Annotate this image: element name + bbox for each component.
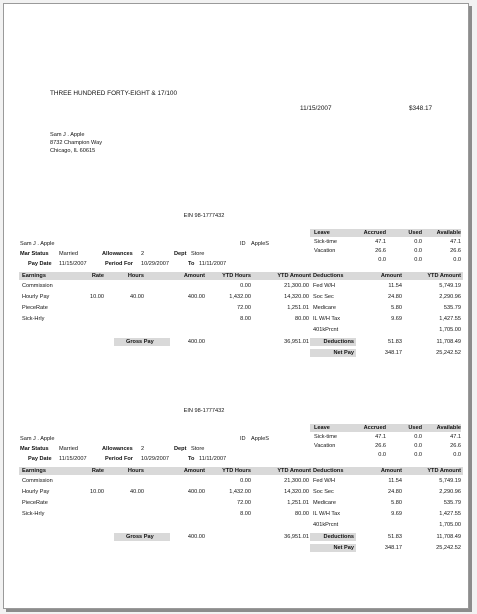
leave-accrued: 26.6 <box>375 248 386 254</box>
deduction-name: IL W/H Tax <box>313 316 341 322</box>
deductions-total-label: Deductions <box>323 339 354 345</box>
deductions-total-label: Deductions <box>323 534 354 540</box>
deduction-name: Soc Sec <box>313 489 334 495</box>
deduction-name: Fed W/H <box>313 283 336 289</box>
earning-ytd-amount: 80.00 <box>295 316 309 322</box>
mar-status-label: Mar Status <box>20 251 49 257</box>
gross-pay-label: Gross Pay <box>126 339 154 345</box>
leave-used: 0.0 <box>414 452 422 458</box>
leave-accrued: 26.6 <box>375 443 386 449</box>
earning-ytd-amount: 1,251.01 <box>287 500 309 506</box>
earning-ytd-hours: 72.00 <box>237 305 251 311</box>
earning-name: Sick-Hrly <box>22 511 45 517</box>
available-header: Available <box>436 230 461 236</box>
deduction-ytd: 2,290.96 <box>439 294 461 300</box>
ded-amount-header: Amount <box>380 273 402 279</box>
earning-ytd-amount: 1,251.01 <box>287 305 309 311</box>
deduction-name: IL W/H Tax <box>313 511 341 517</box>
deductions-total-ytd: 11,708.49 <box>436 339 461 345</box>
earning-name: Commission <box>22 283 53 289</box>
earning-name: Commission <box>22 478 53 484</box>
leave-name: Vacation <box>314 443 336 449</box>
rate-header: Rate <box>91 468 104 474</box>
gross-pay-ytd: 36,951.01 <box>284 339 309 345</box>
dept-label: Dept <box>174 251 187 257</box>
rate-header: Rate <box>91 273 104 279</box>
pay-date-label: Pay Date <box>28 261 52 267</box>
earning-ytd-amount: 14,320.00 <box>284 489 309 495</box>
deduction-amount: 9.69 <box>391 316 402 322</box>
paycheck-page <box>3 3 469 609</box>
leave-header: Leave <box>314 230 330 236</box>
deduction-amount: 24.80 <box>388 489 402 495</box>
earning-ytd-amount: 14,320.00 <box>284 294 309 300</box>
amount-header: Amount <box>183 273 205 279</box>
earning-ytd-hours: 1,432.00 <box>229 294 251 300</box>
ded-ytd-header: YTD Amount <box>427 468 461 474</box>
leave-available: 0.0 <box>453 257 461 263</box>
deduction-ytd: 5,749.19 <box>439 478 461 484</box>
earning-amount: 400.00 <box>187 294 205 300</box>
deductions-total-ytd: 11,708.49 <box>436 534 461 540</box>
leave-accrued: 47.1 <box>375 434 386 440</box>
id-value: AppleS <box>251 241 270 247</box>
earning-rate: 10.00 <box>90 294 104 300</box>
deduction-amount: 24.80 <box>388 294 402 300</box>
id-value: AppleS <box>251 436 270 442</box>
period-label: Period For <box>105 261 133 267</box>
accrued-header: Accrued <box>363 230 386 236</box>
dept-label: Dept <box>174 446 187 452</box>
gross-pay-label: Gross Pay <box>126 534 154 540</box>
net-pay-label: Net Pay <box>333 545 354 551</box>
earning-name: Hourly Pay <box>22 294 50 300</box>
ded-amount-header: Amount <box>380 468 402 474</box>
employee-name: Sam J . Apple <box>20 436 55 442</box>
check-date: 11/15/2007 <box>300 105 332 112</box>
period-to: 11/11/2007 <box>199 261 227 267</box>
ytd-amount-header: YTD Amount <box>277 273 311 279</box>
net-pay: 348.17 <box>384 350 402 356</box>
pay-date-value: 11/15/2007 <box>59 456 87 462</box>
period-to-label: To <box>188 261 195 267</box>
amount-header: Amount <box>183 468 205 474</box>
check-amount: $348.17 <box>409 105 433 112</box>
deduction-ytd: 1,427.55 <box>439 316 461 322</box>
payee-address-line1: 8732 Champion Way <box>50 140 103 146</box>
gross-pay-amount: 400.00 <box>187 534 205 540</box>
earning-ytd-hours: 8.00 <box>240 511 251 517</box>
deduction-name: 401kPrcnt <box>313 327 339 333</box>
earning-ytd-hours: 8.00 <box>240 316 251 322</box>
deduction-ytd: 1,705.00 <box>439 327 461 333</box>
check-amount-words: THREE HUNDRED FORTY-EIGHT & 17/100 <box>50 90 178 97</box>
net-pay-label: Net Pay <box>333 350 354 356</box>
deductions-header: Deductions <box>313 273 344 279</box>
payee-name: Sam J . Apple <box>50 132 85 138</box>
earning-ytd-hours: 1,432.00 <box>229 489 251 495</box>
earning-ytd-amount: 80.00 <box>295 511 309 517</box>
allowances-label: Allowances <box>102 251 133 257</box>
leave-used: 0.0 <box>414 248 422 254</box>
period-label: Period For <box>105 456 133 462</box>
deduction-amount: 5.80 <box>391 305 402 311</box>
mar-status-value: Married <box>59 251 78 257</box>
leave-header: Leave <box>314 425 330 431</box>
period-from: 10/29/2007 <box>141 456 169 462</box>
leave-accrued: 0.0 <box>378 452 386 458</box>
id-label: ID <box>240 241 246 247</box>
dept-value: Store <box>191 251 205 257</box>
pay-date-value: 11/15/2007 <box>59 261 87 267</box>
net-pay: 348.17 <box>384 545 402 551</box>
leave-used: 0.0 <box>414 257 422 263</box>
earning-name: PieceRate <box>22 500 48 506</box>
earning-ytd-hours: 0.00 <box>240 478 251 484</box>
gross-pay-ytd: 36,951.01 <box>284 534 309 540</box>
deduction-amount: 11.54 <box>388 478 402 484</box>
deductions-total: 51.83 <box>388 339 402 345</box>
leave-used: 0.0 <box>414 434 422 440</box>
earning-hours: 40.00 <box>130 294 144 300</box>
leave-accrued: 0.0 <box>378 257 386 263</box>
earning-hours: 40.00 <box>130 489 144 495</box>
used-header: Used <box>408 230 422 236</box>
deductions-header: Deductions <box>313 468 344 474</box>
ded-ytd-header: YTD Amount <box>427 273 461 279</box>
earnings-header: Earnings <box>22 273 46 279</box>
pay-date-label: Pay Date <box>28 456 52 462</box>
deduction-amount: 11.54 <box>388 283 402 289</box>
ein: EIN 98-1777432 <box>183 213 225 219</box>
earning-name: Sick-Hrly <box>22 316 45 322</box>
deduction-ytd: 535.79 <box>443 500 461 506</box>
leave-available: 26.6 <box>450 443 461 449</box>
leave-accrued: 47.1 <box>375 239 386 245</box>
leave-name: Vacation <box>314 248 336 254</box>
accrued-header: Accrued <box>363 425 386 431</box>
leave-name: Sick-time <box>314 434 337 440</box>
gross-pay-amount: 400.00 <box>187 339 205 345</box>
net-pay-ytd: 25,242.52 <box>436 545 461 551</box>
earning-ytd-hours: 0.00 <box>240 283 251 289</box>
earning-amount: 400.00 <box>187 489 205 495</box>
leave-available: 26.6 <box>450 248 461 254</box>
used-header: Used <box>408 425 422 431</box>
period-to: 11/11/2007 <box>199 456 227 462</box>
leave-available: 47.1 <box>450 239 461 245</box>
available-header: Available <box>436 425 461 431</box>
pay-stub-1 <box>4 211 468 371</box>
mar-status-label: Mar Status <box>20 446 49 452</box>
deduction-ytd: 5,749.19 <box>439 283 461 289</box>
deduction-name: Medicare <box>313 500 337 506</box>
payee-address-line2: Chicago, IL 60615 <box>50 148 96 154</box>
deduction-ytd: 535.79 <box>443 305 461 311</box>
period-to-label: To <box>188 456 195 462</box>
earning-name: PieceRate <box>22 305 48 311</box>
earning-rate: 10.00 <box>90 489 104 495</box>
leave-used: 0.0 <box>414 239 422 245</box>
ytd-amount-header: YTD Amount <box>277 468 311 474</box>
earning-ytd-amount: 21,300.00 <box>284 478 309 484</box>
allowances-value: 2 <box>141 251 145 257</box>
earning-ytd-hours: 72.00 <box>237 500 251 506</box>
ytd-hours-header: YTD Hours <box>222 468 251 474</box>
hours-header: Hours <box>127 468 144 474</box>
deduction-amount: 5.80 <box>391 500 402 506</box>
deduction-ytd: 1,427.55 <box>439 511 461 517</box>
leave-used: 0.0 <box>414 443 422 449</box>
employee-name: Sam J . Apple <box>20 241 55 247</box>
deduction-name: Medicare <box>313 305 337 311</box>
earning-ytd-amount: 21,300.00 <box>284 283 309 289</box>
deduction-name: Fed W/H <box>313 478 336 484</box>
deduction-name: Soc Sec <box>313 294 334 300</box>
allowances-value: 2 <box>141 446 145 452</box>
net-pay-ytd: 25,242.52 <box>436 350 461 356</box>
deductions-total: 51.83 <box>388 534 402 540</box>
deduction-ytd: 2,290.96 <box>439 489 461 495</box>
deduction-ytd: 1,705.00 <box>439 522 461 528</box>
period-from: 10/29/2007 <box>141 261 169 267</box>
pay-stub-2 <box>4 406 468 566</box>
leave-name: Sick-time <box>314 239 337 245</box>
deduction-amount: 9.69 <box>391 511 402 517</box>
mar-status-value: Married <box>59 446 78 452</box>
ein: EIN 98-1777432 <box>183 408 225 414</box>
leave-available: 47.1 <box>450 434 461 440</box>
deduction-name: 401kPrcnt <box>313 522 339 528</box>
allowances-label: Allowances <box>102 446 133 452</box>
leave-available: 0.0 <box>453 452 461 458</box>
earnings-header: Earnings <box>22 468 46 474</box>
earning-name: Hourly Pay <box>22 489 50 495</box>
ytd-hours-header: YTD Hours <box>222 273 251 279</box>
dept-value: Store <box>191 446 205 452</box>
hours-header: Hours <box>127 273 144 279</box>
id-label: ID <box>240 436 246 442</box>
